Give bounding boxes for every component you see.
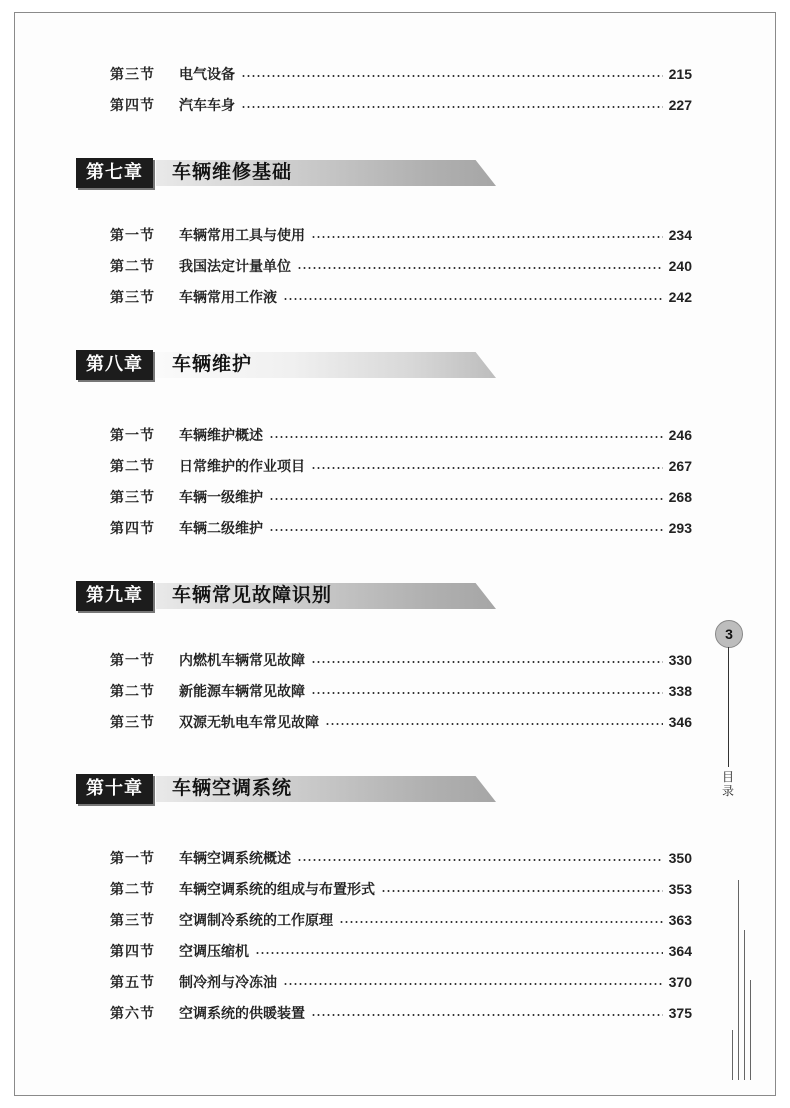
dot-leader: [325, 723, 663, 725]
page-number: 268: [668, 489, 692, 505]
chapter-heading[interactable]: [76, 158, 496, 186]
dot-leader: [269, 529, 663, 531]
section-title: 内燃机车辆常见故障: [179, 653, 305, 669]
chapter-heading[interactable]: [76, 774, 496, 802]
section-number: 第二节: [110, 459, 155, 475]
page-number: 346: [668, 714, 692, 730]
page-number: 364: [668, 943, 692, 959]
section-title: 空调制冷系统的工作原理: [179, 913, 333, 929]
decorative-line: [732, 1030, 733, 1080]
section-number: 第五节: [110, 975, 155, 991]
toc-entry[interactable]: [110, 423, 692, 447]
toc-entry[interactable]: [110, 485, 692, 509]
toc-entry[interactable]: [110, 93, 692, 117]
toc-entry[interactable]: [110, 1001, 692, 1025]
dot-leader: [241, 106, 663, 108]
toc-entry[interactable]: [110, 908, 692, 932]
section-title: 车辆空调系统概述: [179, 851, 291, 867]
dot-leader: [381, 890, 663, 892]
chapter-title: 车辆常见故障识别: [172, 584, 333, 606]
chapter-label: 第八章: [76, 350, 153, 380]
section-title: 空调系统的供暖装置: [179, 1006, 305, 1022]
page-number: 293: [668, 520, 692, 536]
toc-entry[interactable]: [110, 285, 692, 309]
toc-entry[interactable]: [110, 516, 692, 540]
chapter-label: 第十章: [76, 774, 153, 804]
dot-leader: [311, 1014, 663, 1016]
page-number: 227: [668, 97, 692, 113]
chapter-heading[interactable]: [76, 581, 496, 609]
chapter-label: 第九章: [76, 581, 153, 611]
toc-entry[interactable]: [110, 939, 692, 963]
toc-entry[interactable]: [110, 679, 692, 703]
section-number: 第三节: [110, 490, 155, 506]
dot-leader: [283, 298, 663, 300]
section-title: 日常维护的作业项目: [179, 459, 305, 475]
page-number: 338: [668, 683, 692, 699]
section-number: 第一节: [110, 653, 155, 669]
chapter-title: 车辆维修基础: [172, 161, 293, 183]
page-number: 234: [668, 227, 692, 243]
dot-leader: [255, 952, 663, 954]
decorative-line: [738, 880, 739, 1080]
dot-leader: [311, 467, 663, 469]
section-title: 电气设备: [179, 67, 235, 83]
section-title: 我国法定计量单位: [179, 259, 291, 275]
section-number: 第二节: [110, 259, 155, 275]
section-number: 第一节: [110, 228, 155, 244]
page-number: 267: [668, 458, 692, 474]
toc-entry[interactable]: [110, 223, 692, 247]
section-title: 车辆常用工作液: [179, 290, 277, 306]
page-number: 375: [668, 1005, 692, 1021]
dot-leader: [297, 859, 663, 861]
chapter-title: 车辆维护: [172, 353, 253, 375]
page-number: 353: [668, 881, 692, 897]
section-title: 车辆一级维护: [179, 490, 263, 506]
dot-leader: [269, 436, 663, 438]
chapter-heading[interactable]: [76, 350, 496, 378]
section-title: 空调压缩机: [179, 944, 249, 960]
toc-entry[interactable]: [110, 454, 692, 478]
tab-page-number: 3: [715, 620, 743, 648]
section-title: 车辆二级维护: [179, 521, 263, 537]
section-number: 第四节: [110, 521, 155, 537]
section-number: 第三节: [110, 67, 155, 83]
page-number: 215: [668, 66, 692, 82]
toc-entry[interactable]: [110, 648, 692, 672]
section-number: 第六节: [110, 1006, 155, 1022]
section-number: 第四节: [110, 944, 155, 960]
section-title: 制冷剂与冷冻油: [179, 975, 277, 991]
dot-leader: [241, 75, 663, 77]
section-title: 汽车车身: [179, 98, 235, 114]
toc-entry[interactable]: [110, 846, 692, 870]
toc-entry[interactable]: [110, 970, 692, 994]
dot-leader: [269, 498, 663, 500]
tab-line: [728, 647, 729, 767]
toc-entry[interactable]: [110, 877, 692, 901]
decorative-line: [750, 980, 751, 1080]
section-number: 第三节: [110, 715, 155, 731]
page-number: 330: [668, 652, 692, 668]
section-number: 第四节: [110, 98, 155, 114]
chapter-title: 车辆空调系统: [172, 777, 293, 799]
section-title: 新能源车辆常见故障: [179, 684, 305, 700]
section-number: 第一节: [110, 851, 155, 867]
section-title: 双源无轨电车常见故障: [179, 715, 319, 731]
page-number: 242: [668, 289, 692, 305]
dot-leader: [339, 921, 663, 923]
dot-leader: [297, 267, 663, 269]
toc-entry[interactable]: [110, 710, 692, 734]
toc-entry[interactable]: [110, 254, 692, 278]
decorative-line: [744, 930, 745, 1080]
page-number: 363: [668, 912, 692, 928]
page-number: 370: [668, 974, 692, 990]
section-number: 第二节: [110, 882, 155, 898]
dot-leader: [283, 983, 663, 985]
section-title: 车辆维护概述: [179, 428, 263, 444]
tab-label: 目录: [721, 770, 734, 798]
chapter-label: 第七章: [76, 158, 153, 188]
section-number: 第三节: [110, 290, 155, 306]
section-number: 第一节: [110, 428, 155, 444]
dot-leader: [311, 692, 663, 694]
dot-leader: [311, 661, 663, 663]
toc-entry[interactable]: [110, 62, 692, 86]
page-number: 350: [668, 850, 692, 866]
page-number: 246: [668, 427, 692, 443]
dot-leader: [311, 236, 663, 238]
section-number: 第二节: [110, 684, 155, 700]
section-title: 车辆空调系统的组成与布置形式: [179, 882, 375, 898]
section-number: 第三节: [110, 913, 155, 929]
section-title: 车辆常用工具与使用: [179, 228, 305, 244]
page-number: 240: [668, 258, 692, 274]
side-tab: [710, 620, 746, 800]
